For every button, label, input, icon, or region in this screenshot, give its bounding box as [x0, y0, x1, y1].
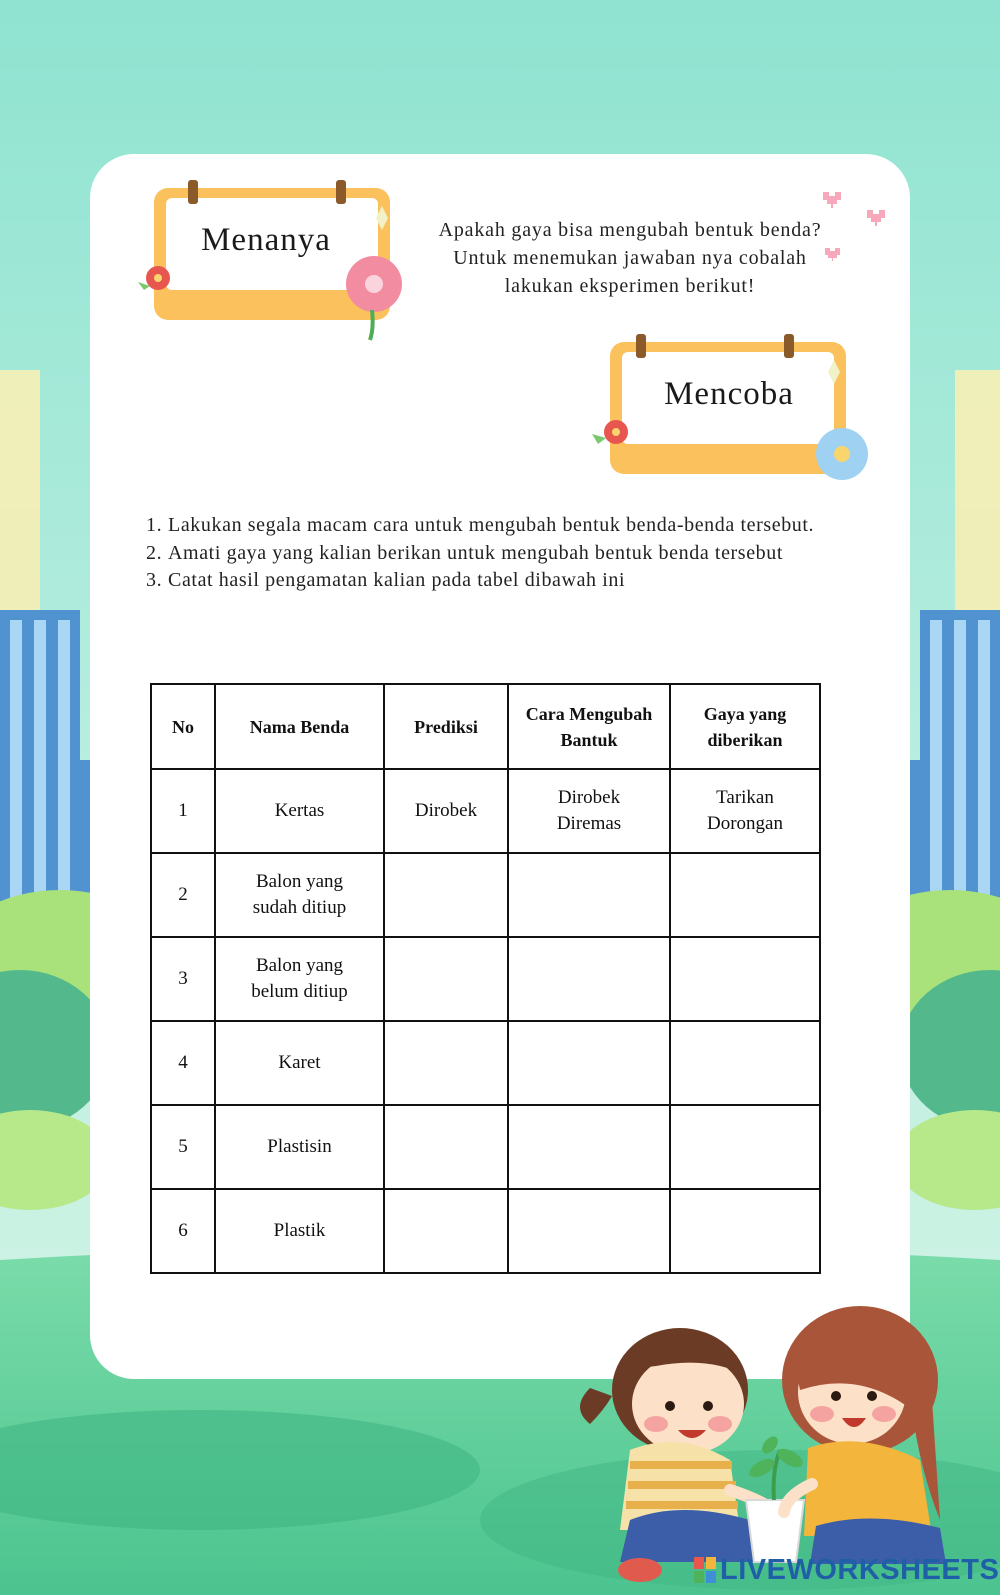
header-gaya: Gaya yang diberikan: [670, 684, 820, 769]
step-text: Lakukan segala macam cara untuk mengubah bentuk benda-benda tersebut.: [168, 514, 815, 536]
table-row: [151, 769, 820, 853]
menanya-title: Menanya: [201, 222, 331, 258]
cell-prediksi[interactable]: [384, 1021, 508, 1105]
mencoba-frame: [584, 332, 874, 497]
cell-gaya[interactable]: [670, 1105, 820, 1189]
cell-cara[interactable]: [508, 937, 670, 1021]
list-item: [146, 540, 826, 568]
list-item: [146, 512, 826, 540]
children-planting-illustration: [560, 1300, 1000, 1595]
cell-no: 2: [151, 853, 215, 937]
cell-prediksi[interactable]: [384, 1189, 508, 1273]
table-row: [151, 1189, 820, 1273]
cell-prediksi[interactable]: [384, 853, 508, 937]
cell-cara[interactable]: [508, 1021, 670, 1105]
table-row: [151, 853, 820, 937]
cell-no: 3: [151, 937, 215, 1021]
cell-gaya[interactable]: [670, 1189, 820, 1273]
cell-nama: Plastisin: [215, 1105, 384, 1189]
liveworksheets-text: LIVEWORKSHEETS: [720, 1553, 1000, 1586]
cell-cara[interactable]: [508, 853, 670, 937]
header-nama-benda: Nama Benda: [215, 684, 384, 769]
header-prediksi: Prediksi: [384, 684, 508, 769]
cell-no: 4: [151, 1021, 215, 1105]
cell-gaya[interactable]: Tarikan Dorongan: [670, 769, 820, 853]
liveworksheets-logo: [694, 1552, 1000, 1588]
table-row: [151, 1021, 820, 1105]
cell-cara[interactable]: Dirobek Diremas: [508, 769, 670, 853]
cell-nama: Kertas: [215, 769, 384, 853]
intro-text: Apakah gaya bisa mengubah bentuk benda? Untuk menemukan jawaban nya cobalah lakukan eksperimen berikut!: [438, 219, 822, 297]
mencoba-title: Mencoba: [664, 376, 794, 412]
step-text: Amati gaya yang kalian berikan untuk mengubah bentuk benda tersebut: [168, 541, 784, 564]
frame-decoration: [136, 178, 416, 348]
cell-no: 5: [151, 1105, 215, 1189]
menanya-frame: [136, 178, 416, 348]
cell-no: 6: [151, 1189, 215, 1273]
cell-gaya[interactable]: [670, 1021, 820, 1105]
cell-nama: Plastik: [215, 1189, 384, 1273]
header-cara-mengubah: Cara Mengubah Bantuk: [508, 684, 670, 769]
table-header-row: [151, 684, 820, 769]
liveworksheets-icon: [694, 1557, 716, 1583]
list-item: [146, 567, 826, 595]
cell-cara[interactable]: [508, 1105, 670, 1189]
frame-decoration: [584, 332, 874, 497]
pixel-hearts-decoration: [815, 188, 895, 278]
table-row: [151, 937, 820, 1021]
cell-prediksi[interactable]: Dirobek: [384, 769, 508, 853]
cell-gaya[interactable]: [670, 853, 820, 937]
cell-nama: Karet: [215, 1021, 384, 1105]
table-row: [151, 1105, 820, 1189]
step-text: Catat hasil pengamatan kalian pada tabel dibawah ini: [168, 569, 626, 591]
cell-prediksi[interactable]: [384, 1105, 508, 1189]
cell-nama: Balon yang sudah ditiup: [215, 853, 384, 937]
cell-prediksi[interactable]: [384, 937, 508, 1021]
step-number: 1.: [146, 514, 163, 536]
instruction-list: [146, 512, 826, 595]
observation-table: [150, 683, 821, 1274]
cell-cara[interactable]: [508, 1189, 670, 1273]
step-number: 3.: [146, 569, 163, 591]
header-no: No: [151, 684, 215, 769]
cell-no: 1: [151, 769, 215, 853]
cell-nama: Balon yang belum ditiup: [215, 937, 384, 1021]
cell-gaya[interactable]: [670, 937, 820, 1021]
step-number: 2.: [146, 541, 163, 564]
